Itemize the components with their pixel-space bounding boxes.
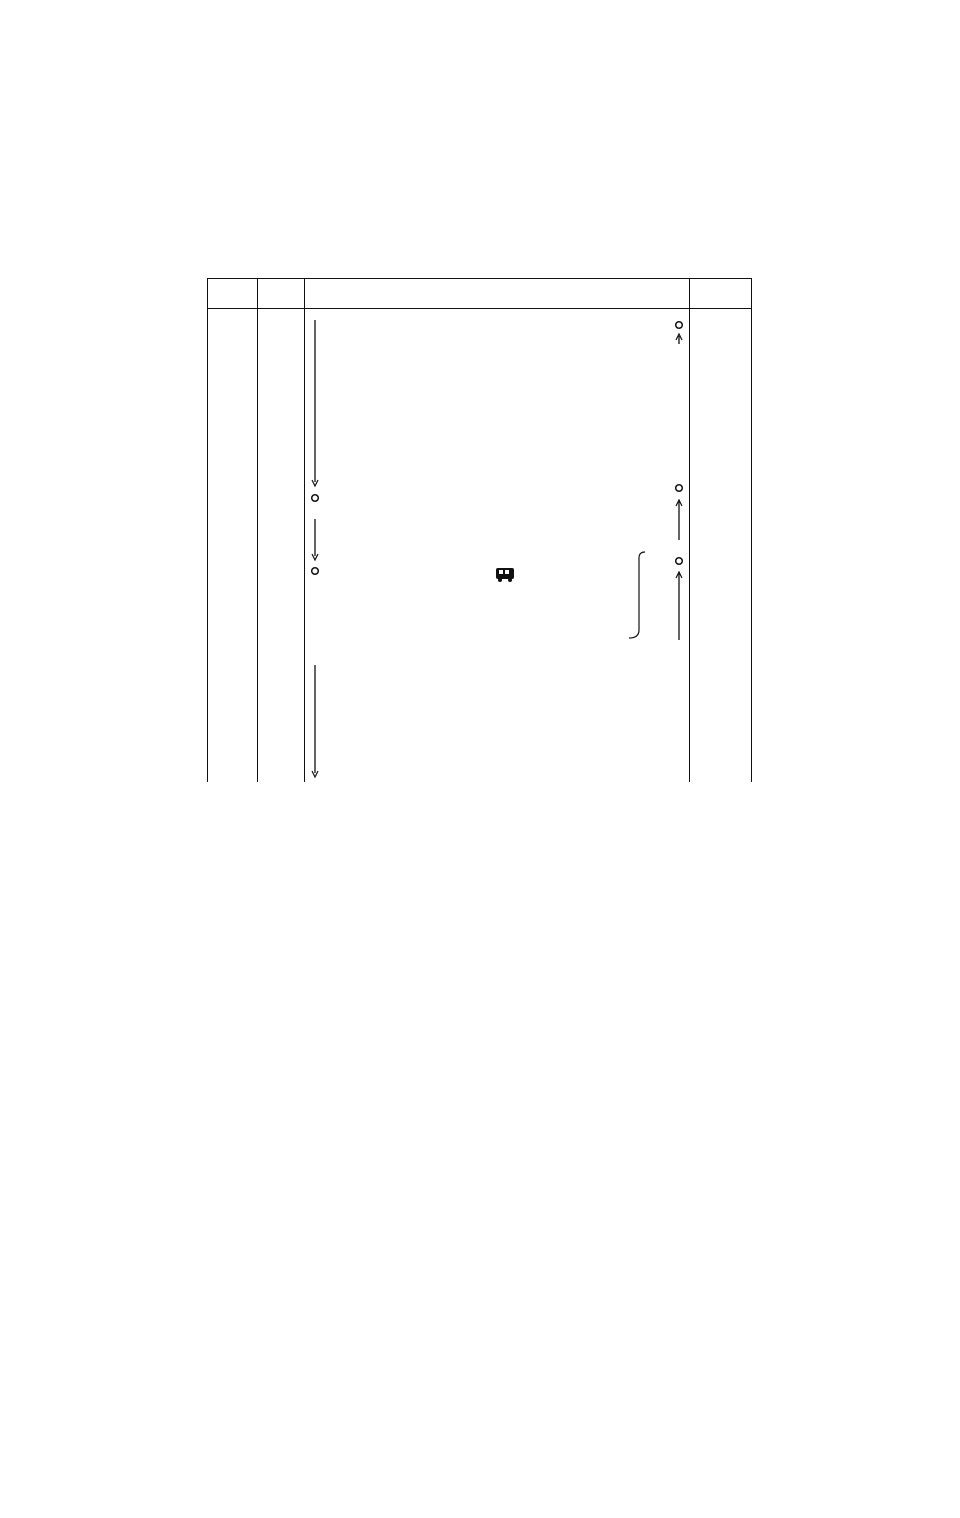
notice-line-2 [41, 133, 45, 158]
timetable [207, 278, 752, 782]
bus-icon [494, 567, 516, 583]
pass-through-marks [693, 498, 743, 766]
transfer-bracket [625, 548, 675, 643]
timetable-symbols [671, 314, 695, 644]
route-direction-marks [303, 314, 327, 784]
